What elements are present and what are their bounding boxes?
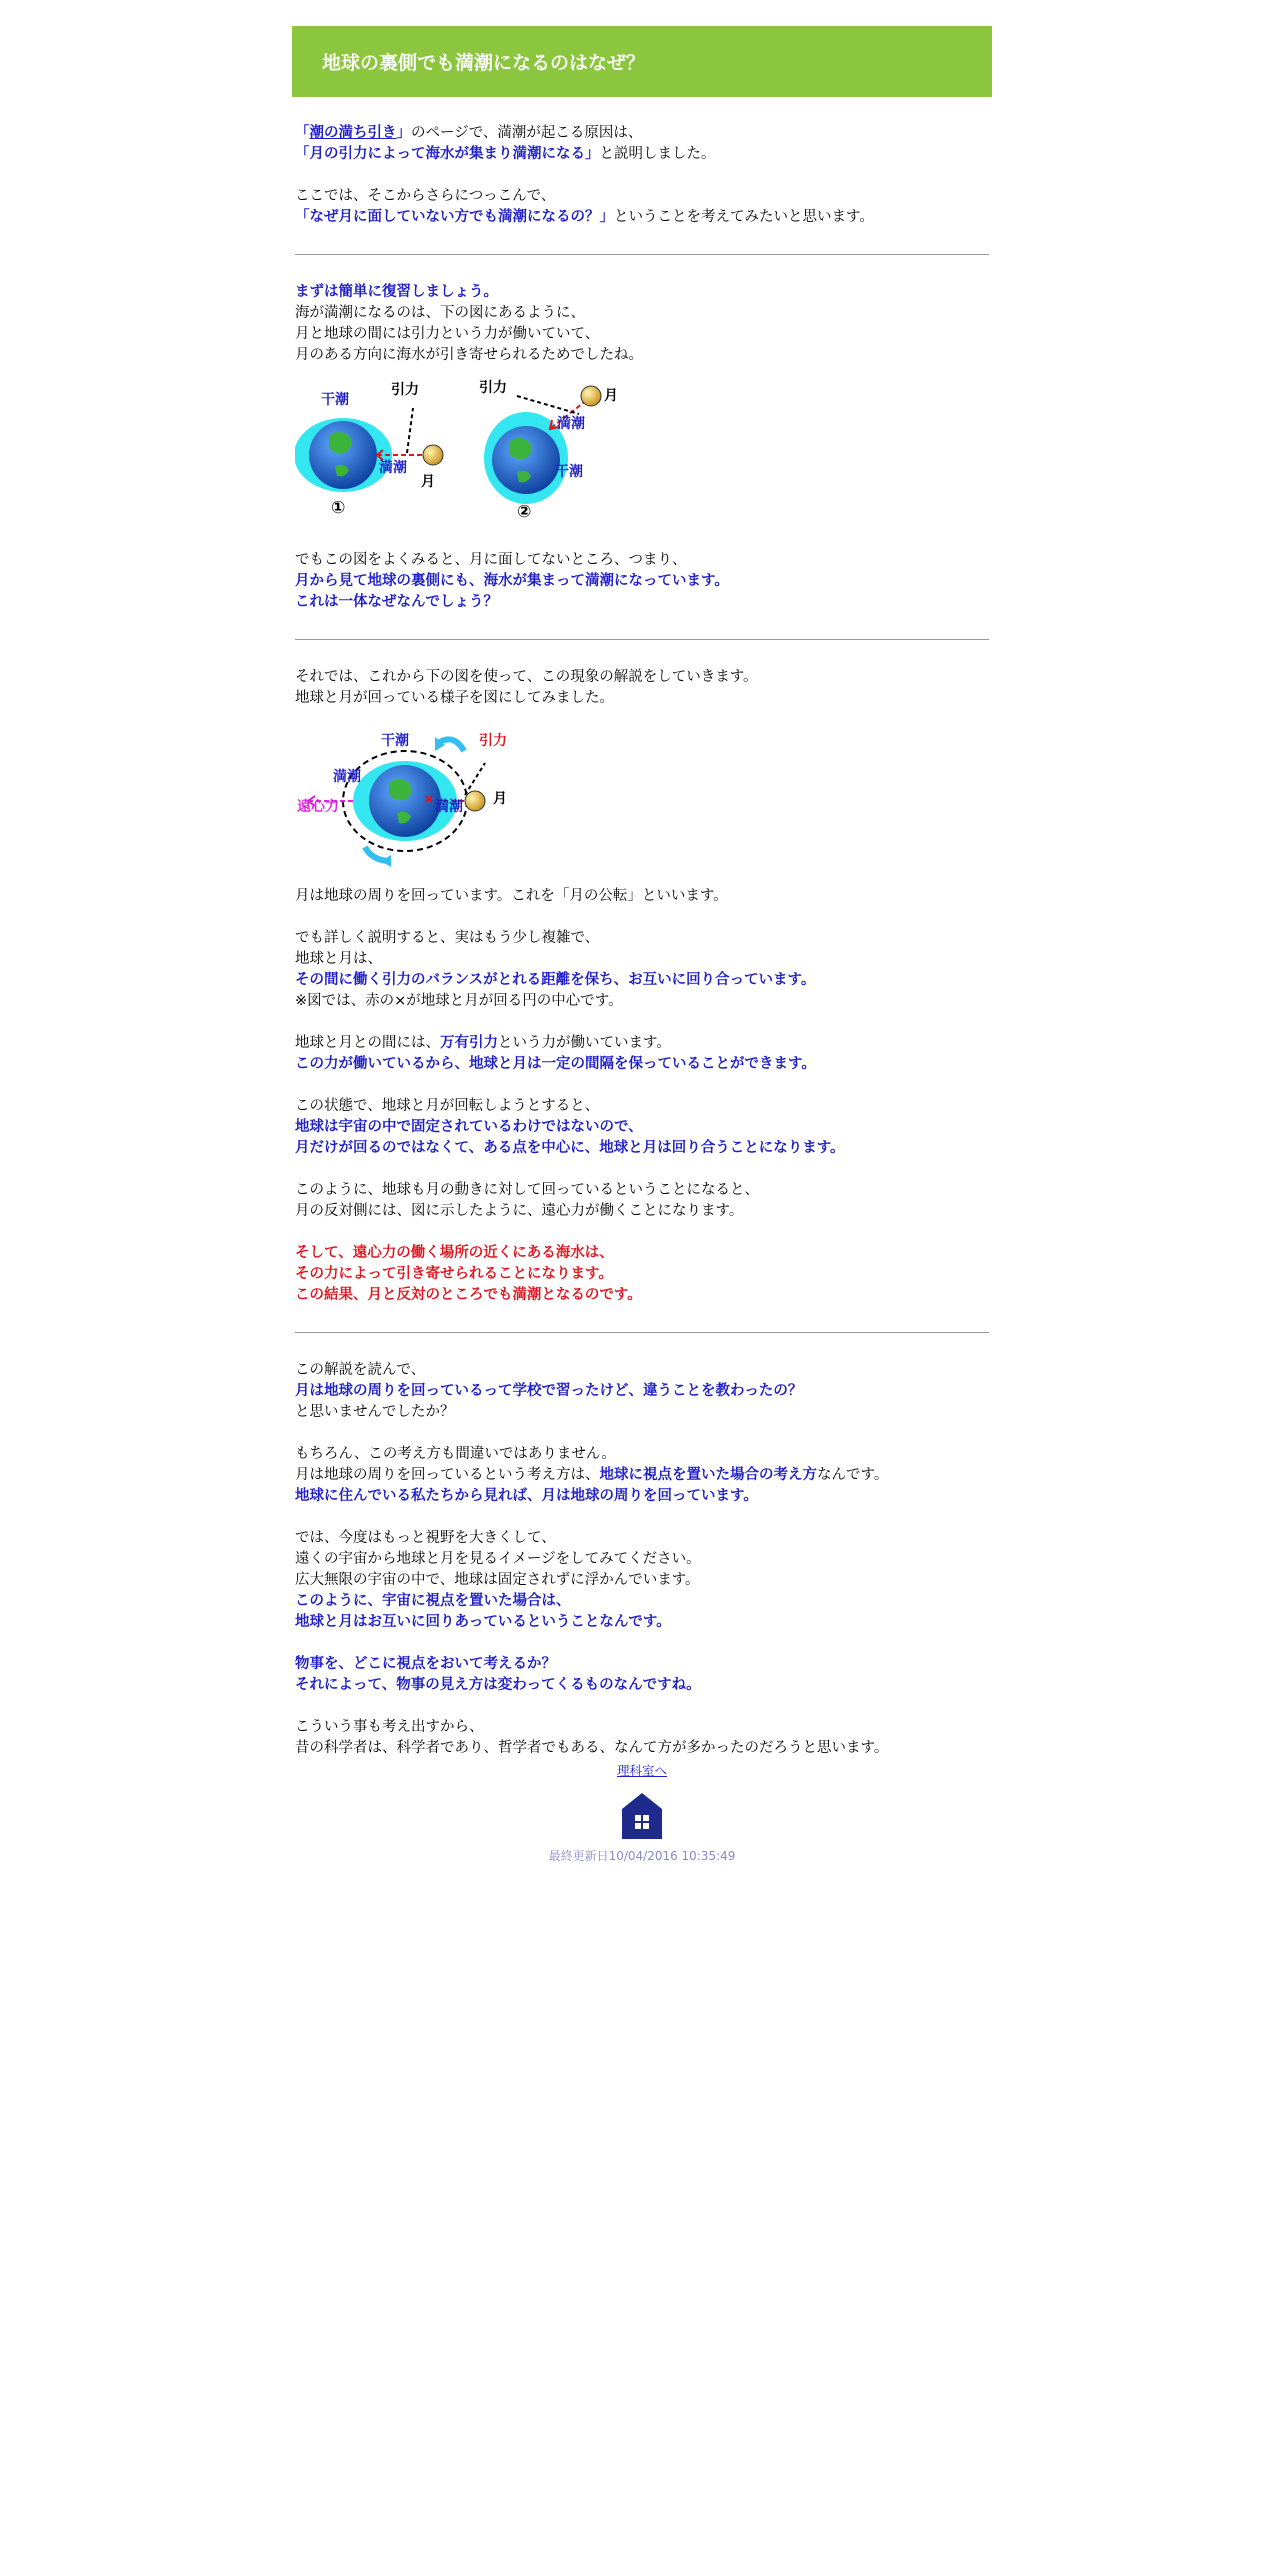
earth-icon (492, 426, 560, 494)
closing-l1: この解説を読んで、 (295, 1362, 426, 1378)
closing-l2: 月は地球の周りを回っているって学校で習ったけど、違うことを教わったの？ (295, 1383, 803, 1399)
label-figure-1: ① (331, 498, 346, 518)
closing-m1: もちろん、この考え方も間違いではありません。 (295, 1446, 616, 1462)
earth-icon (309, 421, 377, 489)
explain-p2c: その間に働く引力のバランスがとれる距離を保ち、お互いに回り合っています。 (295, 972, 816, 988)
moon-icon (423, 445, 443, 465)
closing-n2: 遠くの宇宙から地球と月を見るイメージをしてみてください。 (295, 1551, 701, 1567)
explain-p5b: 月の反対側には、図に示したように、遠心力が働くことになります。 (295, 1203, 744, 1219)
review-line-1: 海が満潮になるのは、下の図にあるように、 (295, 305, 585, 321)
explain-p3b: この力が働いているから、地球と月は一定の間隔を保っていることができます。 (295, 1056, 816, 1072)
divider (295, 639, 989, 640)
label-low-tide: 干潮 (321, 392, 349, 408)
label-low-tide: 干潮 (381, 733, 409, 749)
home-icon[interactable] (620, 1791, 664, 1841)
tide-page-link[interactable]: 潮の満ち引き (309, 125, 397, 141)
label-gravity: 引力 (391, 382, 419, 398)
closing-l3: と思いませんでしたか？ (295, 1404, 455, 1420)
last-updated: 最終更新日10/04/2016 10:35:49 (548, 1849, 736, 1863)
explain-line-1: それでは、これから下の図を使って、この現象の解説をしていきます。 (295, 669, 758, 685)
label-moon: 月 (493, 791, 507, 807)
closing-n5: 地球と月はお互いに回りあっているということなんです。 (295, 1614, 671, 1630)
page-container (292, 26, 992, 1759)
label-figure-2: ② (517, 502, 532, 522)
explain-p5a: このように、地球も月の動きに対して回っているということになると、 (295, 1182, 759, 1198)
closing-n3: 広大無限の宇宙の中で、地球は固定されずに浮かんでいます。 (295, 1572, 700, 1588)
explain-line-2: 地球と月が回っている様子を図にしてみました。 (295, 690, 614, 706)
page-header (292, 26, 992, 97)
review-after-3: これは一体なぜなんでしょう？ (295, 594, 498, 610)
closing-q2: それによって、物事の見え方は変わってくるものなんですね。 (295, 1677, 701, 1693)
label-moon: 月 (421, 474, 435, 490)
label-gravity: 引力 (479, 380, 507, 396)
tide-diagram (295, 378, 635, 538)
intro-line-3: ここでは、そこからさらにつっこんで、 (295, 188, 556, 204)
divider (295, 1332, 989, 1333)
label-low-tide: 干潮 (555, 464, 583, 480)
rotation-arrow-icon (381, 855, 391, 867)
explain-p3a: 地球と月との間には、万有引力という力が働いています。 (295, 1035, 671, 1051)
label-centrifugal: 遠心力 (297, 799, 339, 815)
label-high-tide: 満潮 (379, 460, 407, 476)
label-moon: 月 (604, 388, 618, 404)
explain-p4a: この状態で、地球と月が回転しようとすると、 (295, 1098, 600, 1114)
closing-e1: こういう事も考え出すから、 (295, 1719, 484, 1735)
explain-p1: 月は地球の周りを回っています。これを「月の公転」といいます。 (295, 888, 728, 904)
label-high-tide: 満潮 (333, 769, 361, 785)
label-high-tide: 満潮 (557, 416, 585, 432)
explain-p2a: でも詳しく説明すると、実はもう少し複雑で、 (295, 930, 600, 946)
review-after-1: でもこの図をよくみると、月に面してないところ、つまり、 (295, 552, 687, 568)
intro-line-4: 「なぜ月に面していない方でも満潮になるの？」ということを考えてみたいと思います。 (295, 209, 874, 225)
explain-conclusion-1: そして、遠心力の働く場所の近くにある海水は、 (295, 1245, 614, 1261)
science-room-link[interactable]: 理科室へ (616, 1763, 667, 1778)
closing-m3: 地球に住んでいる私たちから見れば、月は地球の周りを回っています。 (295, 1488, 758, 1504)
closing-n4: このように、宇宙に視点を置いた場合は、 (295, 1593, 571, 1609)
explain-p2d: ※図では、赤の×が地球と月が回る円の中心です。 (295, 993, 623, 1009)
divider (295, 254, 989, 255)
article-body (292, 123, 992, 1759)
closing-m2: 月は地球の周りを回っているという考え方は、地球に視点を置いた場合の考え方なんです。 (295, 1467, 889, 1483)
explain-conclusion-3: この結果、月と反対のところでも満潮となるのです。 (295, 1287, 642, 1303)
label-gravity: 引力 (479, 733, 507, 749)
moon-icon (465, 791, 485, 811)
closing-n1: では、今度はもっと視野を大きくして、 (295, 1530, 556, 1546)
intro-line-2: 「月の引力によって海水が集まり満潮になる」と説明しました。 (295, 146, 716, 162)
explain-p2b: 地球と月は、 (295, 951, 382, 967)
explain-conclusion-2: その力によって引き寄せられることになります。 (295, 1266, 613, 1282)
orbit-diagram (295, 729, 525, 874)
moon-icon (581, 386, 601, 406)
review-after-2: 月から見て地球の裏側にも、海水が集まって満潮になっています。 (295, 573, 729, 589)
intro-line-1: 「潮の満ち引き」のページで、満潮が起こる原因は、 (295, 125, 643, 141)
explain-p4b: 地球は宇宙の中で固定されているわけではないので、 (295, 1119, 643, 1135)
explain-p4c: 月だけが回るのではなくて、ある点を中心に、地球と月は回り合うことになります。 (295, 1140, 845, 1156)
label-high-tide: 満潮 (435, 799, 463, 815)
closing-q1: 物事を、どこに視点をおいて考えるか？ (295, 1656, 556, 1672)
page-title: 地球の裏側でも満潮になるのはなぜ？ (322, 52, 646, 74)
review-line-3: 月のある方向に海水が引き寄せられるためでしたね。 (295, 347, 643, 363)
page-footer (0, 1760, 1284, 1864)
closing-e2: 昔の科学者は、科学者であり、哲学者でもある、なんて方が多かったのだろうと思います。 (295, 1740, 889, 1756)
review-line-2: 月と地球の間には引力という力が働いていて、 (295, 326, 600, 342)
review-heading: まずは簡単に復習しましょう。 (295, 284, 498, 300)
